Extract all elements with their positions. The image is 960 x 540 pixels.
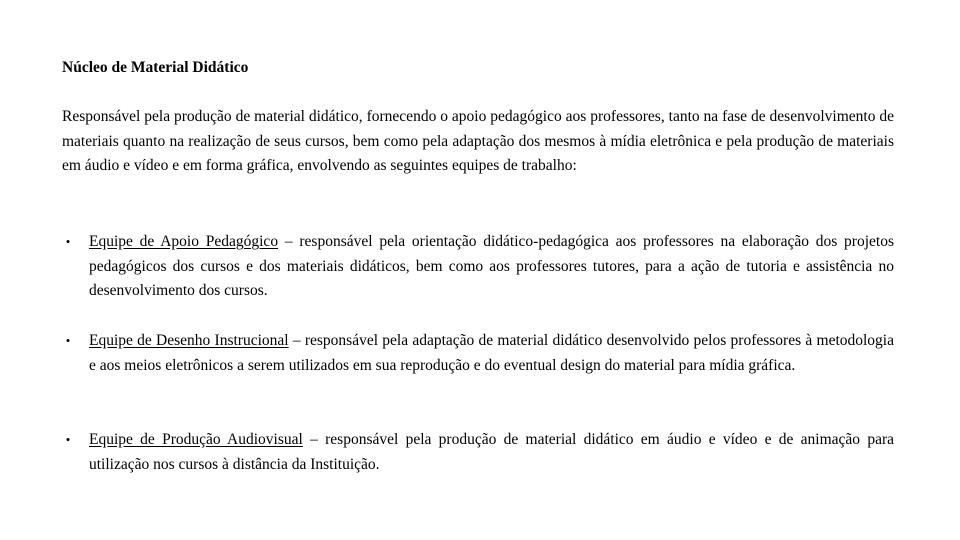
- list-item: [62, 428, 894, 477]
- team-description: – responsável pela produção de material didático em áudio e vídeo e de animação para utilização nos cursos à distância da Instituição.: [89, 431, 894, 473]
- list-item-text: [89, 329, 894, 378]
- bullet-icon: •: [65, 333, 71, 348]
- team-description: – responsável pela adaptação de material didático desenvolvido pelos professores à metodologia e aos meios eletrônicos a serem utilizados em sua reprodução e do eventual design do material para mídia gráfica.: [89, 332, 894, 374]
- bullet-icon: •: [65, 432, 71, 447]
- section-heading: Núcleo de Material Didático: [62, 59, 249, 76]
- bullet-icon: •: [65, 234, 71, 249]
- intro-paragraph: Responsável pela produção de material didático, fornecendo o apoio pedagógico aos professores, tanto na fase de desenvolvimento de materiais quanto na realização de seus cursos, bem como pela adaptação dos mesmos à mídia eletrônica e pela produção de materiais em áudio e vídeo e em forma gráfica, envolvendo as seguintes equipes de trabalho:: [62, 108, 894, 174]
- list-item: [62, 329, 894, 378]
- list-item: [62, 230, 894, 304]
- team-description: – responsável pela orientação didático-pedagógica aos professores na elaboração dos projetos pedagógicos dos cursos e dos materiais didáticos, bem como aos professores tutores, para a ação de tutoria e assistência no desenvolvimento dos cursos.: [89, 233, 894, 299]
- team-name: Equipe de Apoio Pedagógico: [89, 233, 279, 250]
- list-item-text: [89, 230, 894, 304]
- team-name: Equipe de Produção Audiovisual: [89, 431, 303, 448]
- list-item-text: [89, 428, 894, 477]
- team-name: Equipe de Desenho Instrucional: [89, 332, 289, 349]
